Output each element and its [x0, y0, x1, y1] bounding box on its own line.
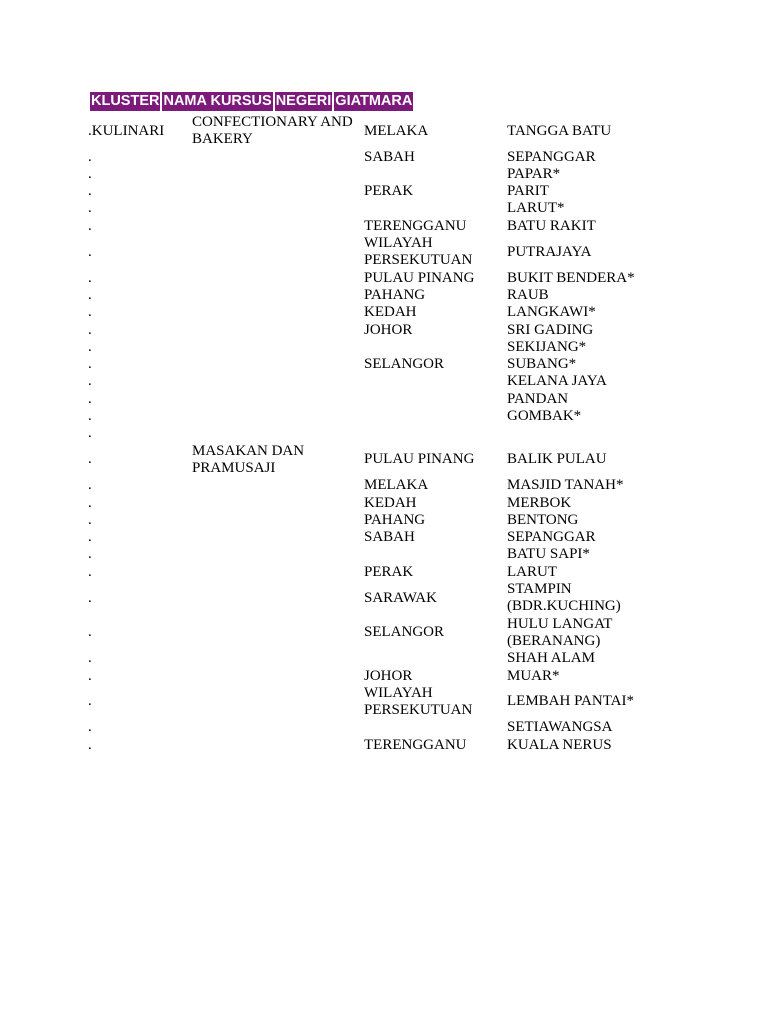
giatmara-cell: SEPANGGAR — [507, 148, 596, 165]
giatmara-cell: PAPAR* — [507, 165, 561, 182]
kluster-cell: . — [88, 736, 92, 753]
negeri-cell — [364, 546, 507, 563]
kursus-cell — [192, 546, 364, 563]
header-nama-kursus: NAMA KURSUS — [163, 93, 272, 109]
kursus-cell — [192, 425, 364, 442]
kluster-cell: . — [88, 373, 92, 390]
giatmara-cell: SHAH ALAM — [507, 650, 595, 667]
kursus-cell — [192, 218, 364, 235]
kursus-cell — [192, 477, 364, 494]
table-row — [88, 581, 707, 616]
kursus-cell — [192, 373, 364, 390]
giatmara-cell: LARUT* — [507, 200, 565, 217]
negeri-cell: PERAK — [364, 563, 414, 580]
giatmara-cell: SETIAWANGSA — [507, 719, 613, 736]
kursus-cell — [192, 391, 364, 408]
negeri-cell: SARAWAK — [364, 589, 437, 606]
kursus-cell — [192, 287, 364, 304]
kluster-cell: . — [88, 390, 92, 407]
kursus-cell — [192, 495, 364, 512]
kluster-cell: . — [88, 148, 92, 165]
negeri-cell: MELAKA — [364, 477, 429, 494]
kluster-cell: .KULINARI — [88, 122, 165, 139]
negeri-cell: JOHOR — [364, 667, 413, 684]
kursus-cell — [192, 149, 364, 166]
giatmara-cell: KUALA NERUS — [507, 736, 612, 753]
kluster-cell: . — [88, 338, 92, 355]
giatmara-cell: KELANA JAYA — [507, 373, 607, 390]
kursus-cell — [192, 512, 364, 529]
kluster-cell: . — [88, 165, 92, 182]
table-row — [88, 650, 707, 667]
giatmara-cell: BALIK PULAU — [507, 451, 607, 468]
header-giatmara: GIATMARA — [335, 93, 413, 109]
kluster-cell: . — [88, 529, 92, 546]
giatmara-cell — [507, 425, 707, 442]
negeri-cell: PERAK — [364, 183, 414, 200]
giatmara-cell: SUBANG* — [507, 356, 577, 373]
table-row — [88, 304, 707, 321]
kursus-cell — [192, 166, 364, 183]
kursus-cell — [192, 339, 364, 356]
table-header — [90, 92, 415, 111]
negeri-cell — [364, 391, 507, 408]
kursus-cell: CONFECTIONARY AND BAKERY — [192, 114, 353, 148]
table-row — [88, 408, 707, 425]
giatmara-cell: GOMBAK* — [507, 408, 582, 425]
kluster-cell: . — [88, 719, 92, 736]
kluster-cell: . — [88, 693, 92, 710]
kursus-cell — [192, 564, 364, 581]
giatmara-cell: BATU RAKIT — [507, 217, 596, 234]
giatmara-cell: PANDAN — [507, 390, 569, 407]
kursus-cell — [192, 529, 364, 546]
negeri-cell — [364, 339, 507, 356]
kluster-cell: . — [88, 425, 92, 442]
kluster-cell: . — [88, 321, 92, 338]
table-row — [88, 668, 707, 685]
kluster-cell: . — [88, 650, 92, 667]
giatmara-cell: LARUT — [507, 563, 557, 580]
kursus-cell — [192, 650, 364, 667]
kluster-cell: . — [88, 269, 92, 286]
table-row — [88, 200, 707, 217]
negeri-cell — [364, 200, 507, 217]
giatmara-cell: BUKIT BENDERA* — [507, 269, 635, 286]
kluster-cell: . — [88, 477, 92, 494]
table-row — [88, 339, 707, 356]
kluster-cell: . — [88, 408, 92, 425]
kluster-cell: . — [88, 563, 92, 580]
kluster-cell: . — [88, 589, 92, 606]
giatmara-cell: BENTONG — [507, 511, 579, 528]
kluster-cell: . — [88, 356, 92, 373]
kluster-cell: . — [88, 243, 92, 260]
giatmara-cell: BATU SAPI* — [507, 546, 590, 563]
kursus-cell — [192, 270, 364, 287]
kursus-cell — [192, 235, 364, 270]
giatmara-cell: LANGKAWI* — [507, 304, 596, 321]
kursus-cell — [192, 200, 364, 217]
table-row — [88, 149, 707, 166]
table-row — [88, 737, 707, 754]
kluster-cell: . — [88, 494, 92, 511]
giatmara-cell: HULU LANGAT (BERANANG) — [507, 615, 613, 649]
kursus-cell — [192, 616, 364, 651]
table-row — [88, 270, 707, 287]
kluster-cell: . — [88, 200, 92, 217]
giatmara-cell: MERBOK — [507, 494, 572, 511]
negeri-cell: TERENGGANU — [364, 217, 467, 234]
negeri-cell: PULAU PINANG — [364, 269, 475, 286]
giatmara-cell: PARIT — [507, 183, 549, 200]
kluster-cell: . — [88, 667, 92, 684]
giatmara-cell: RAUB — [507, 286, 549, 303]
giatmara-cell: PUTRAJAYA — [507, 243, 592, 260]
table-row — [88, 287, 707, 304]
table-row — [88, 477, 707, 494]
negeri-cell: SABAH — [364, 148, 415, 165]
negeri-cell — [364, 425, 507, 442]
kursus-cell — [192, 322, 364, 339]
negeri-cell — [364, 719, 507, 736]
negeri-cell: SABAH — [364, 529, 415, 546]
kursus-cell — [192, 668, 364, 685]
negeri-cell — [364, 373, 507, 390]
header-negeri: NEGERI — [275, 93, 332, 109]
negeri-cell — [364, 650, 507, 667]
header-kluster: KLUSTER — [91, 93, 160, 109]
table-row — [88, 443, 707, 478]
course-table — [88, 114, 707, 754]
table-row — [88, 495, 707, 512]
negeri-cell: SELANGOR — [364, 356, 445, 373]
kluster-cell: . — [88, 624, 92, 641]
negeri-cell — [364, 166, 507, 183]
table-row — [88, 356, 707, 373]
negeri-cell: KEDAH — [364, 304, 417, 321]
negeri-cell: KEDAH — [364, 494, 417, 511]
kursus-cell: MASAKAN DAN PRAMUSAJI — [192, 442, 305, 476]
negeri-cell: WILAYAH PERSEKUTUAN — [364, 235, 473, 269]
kursus-cell — [192, 183, 364, 200]
giatmara-cell: STAMPIN (BDR.KUCHING) — [507, 581, 621, 615]
negeri-cell: PAHANG — [364, 511, 426, 528]
giatmara-cell: LEMBAH PANTAI* — [507, 693, 635, 710]
kluster-cell: . — [88, 183, 92, 200]
table-row — [88, 322, 707, 339]
table-row — [88, 373, 707, 390]
table-row — [88, 183, 707, 200]
negeri-cell: SELANGOR — [364, 624, 445, 641]
negeri-cell: TERENGGANU — [364, 736, 467, 753]
giatmara-cell: MASJID TANAH* — [507, 477, 624, 494]
kluster-cell: . — [88, 286, 92, 303]
negeri-cell: MELAKA — [364, 122, 429, 139]
table-row — [88, 114, 707, 149]
negeri-cell: PULAU PINANG — [364, 451, 475, 468]
kursus-cell — [192, 685, 364, 720]
table-row — [88, 218, 707, 235]
kursus-cell — [192, 356, 364, 373]
giatmara-cell: MUAR* — [507, 667, 560, 684]
giatmara-cell: SRI GADING — [507, 321, 594, 338]
kursus-cell — [192, 737, 364, 754]
kursus-cell — [192, 304, 364, 321]
kursus-cell — [192, 408, 364, 425]
negeri-cell: JOHOR — [364, 321, 413, 338]
kluster-cell: . — [88, 451, 92, 468]
table-row — [88, 425, 707, 442]
table-row — [88, 166, 707, 183]
kursus-cell — [192, 719, 364, 736]
giatmara-cell: TANGGA BATU — [507, 122, 612, 139]
kluster-cell: . — [88, 546, 92, 563]
kursus-cell — [192, 581, 364, 616]
negeri-cell: PAHANG — [364, 286, 426, 303]
table-row — [88, 391, 707, 408]
kluster-cell: . — [88, 304, 92, 321]
table-row — [88, 546, 707, 563]
course-table-body — [88, 114, 707, 754]
table-row — [88, 529, 707, 546]
negeri-cell: WILAYAH PERSEKUTUAN — [364, 684, 473, 719]
table-row — [88, 512, 707, 529]
kluster-cell: . — [88, 217, 92, 234]
table-row — [88, 616, 707, 651]
table-row — [88, 685, 707, 720]
table-row — [88, 235, 707, 270]
giatmara-cell: SEPANGGAR — [507, 529, 596, 546]
giatmara-cell: SEKIJANG* — [507, 338, 587, 355]
kluster-cell: . — [88, 511, 92, 528]
negeri-cell — [364, 408, 507, 425]
table-row — [88, 564, 707, 581]
table-row — [88, 719, 707, 736]
